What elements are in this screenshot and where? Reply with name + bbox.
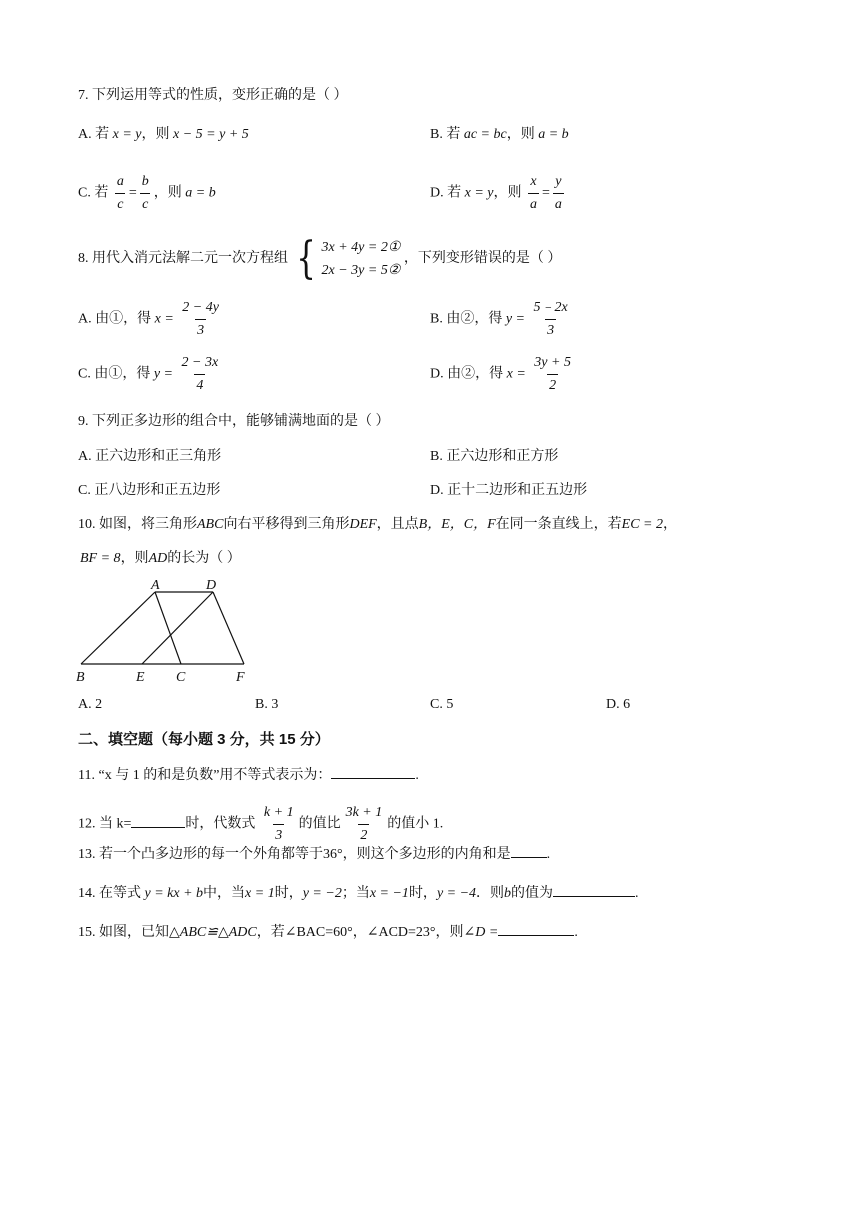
q9-option-a: A. 正六边形和正三角形: [78, 449, 222, 464]
section-heading-fill-in: 二、填空题（每小题 3 分，共 15 分）: [78, 731, 330, 748]
q14: 14. 在等式 y = kx + b中，当x = 1时，y = −2；当x = −1时，y = −4．则b的值为 .: [78, 882, 639, 904]
q11: 11. “x 与 1 的和是负数”用不等式表示为： .: [78, 764, 419, 786]
q10-option-a: A. 2: [78, 697, 103, 712]
q13-answer-blank[interactable]: [511, 843, 547, 858]
label-d: D: [206, 578, 217, 593]
equation-system: { 3x + 4y = 2① 2x − 3y = 5②: [295, 233, 401, 284]
equation-2: 2x − 3y = 5②: [321, 263, 401, 278]
q8-option-c: C. 由①，得 y = $\frac{2 - 3x}{4}$: [78, 353, 223, 396]
q8-stem: 8. 用代入消元法解二元一次方程组 { 3x + 4y = 2① 2x − 3y = 5② ，下列变形错误的是（ ）: [78, 233, 562, 284]
q9-option-b: B. 正六边形和正方形: [430, 449, 559, 464]
q8-option-b: B. 由②，得 y = $\frac{5﹣2x}{3}$: [430, 298, 573, 341]
q7-option-c: C. 若 $\frac{a}{c}$ = $\frac{b}{c}$ ，则 a = b: [78, 172, 216, 215]
segment-ab: [81, 592, 155, 664]
label-e: E: [136, 670, 145, 685]
q10-option-d: D. 6: [606, 697, 631, 712]
q12-answer-blank[interactable]: [131, 813, 185, 828]
q13: 13. 若一个凸多边形的每一个外角都等于36°，则这个多边形的内角和是 .: [78, 843, 550, 865]
q10-option-c: C. 5: [430, 697, 454, 712]
segment-df: [213, 592, 244, 664]
q15: 15. 如图，已知△ABC≌△ADC，若∠BAC=60°，∠ACD=23°，则∠D = .: [78, 921, 578, 943]
q9-option-d: D. 正十二边形和正五边形: [430, 483, 588, 498]
equation-1: 3x + 4y = 2①: [321, 240, 401, 255]
label-c: C: [176, 670, 186, 685]
q8-option-a: A. 由①，得 x = $\frac{2 - 4y}{3}$: [78, 298, 224, 341]
q10-figure: [70, 575, 270, 687]
label-b: B: [76, 670, 85, 685]
q15-answer-blank[interactable]: [498, 921, 574, 936]
q9-stem: 9. 下列正多边形的组合中，能够铺满地面的是（ ）: [78, 414, 390, 429]
q10-stem-line1: 10. 如图，将三角形ABC向右平移得到三角形DEF，且点B，E，C，F在同一条直线上，若EC = 2，: [78, 517, 678, 532]
q10-stem-line2: BF = 8，则AD的长为（ ）: [80, 551, 241, 566]
q7-option-a: A. 若 x = y，则 x − 5 = y + 5: [78, 127, 249, 142]
q7-option-b: B. 若 ac = bc，则 a = b: [430, 127, 569, 142]
label-a: A: [151, 578, 160, 593]
q7-stem: 7. 下列运用等式的性质，变形正确的是（ ）: [78, 88, 348, 103]
q8-option-d: D. 由②，得 x = $\frac{3y + 5}{2}$: [430, 353, 576, 396]
q11-answer-blank[interactable]: [331, 764, 415, 779]
q9-option-c: C. 正八边形和正五边形: [78, 483, 221, 498]
q12: 12. 当 k= 时，代数式 $\frac{k + 1}{3}$ 的值比 $\frac{3k + 1}{2}$ 的值小 1.: [78, 803, 443, 846]
q10-option-b: B. 3: [255, 697, 279, 712]
q14-answer-blank[interactable]: [553, 882, 635, 897]
label-f: F: [236, 670, 245, 685]
q7-option-d: D. 若 x = y，则 $\frac{x}{a}$ = $\frac{y}{a}$: [430, 172, 567, 215]
